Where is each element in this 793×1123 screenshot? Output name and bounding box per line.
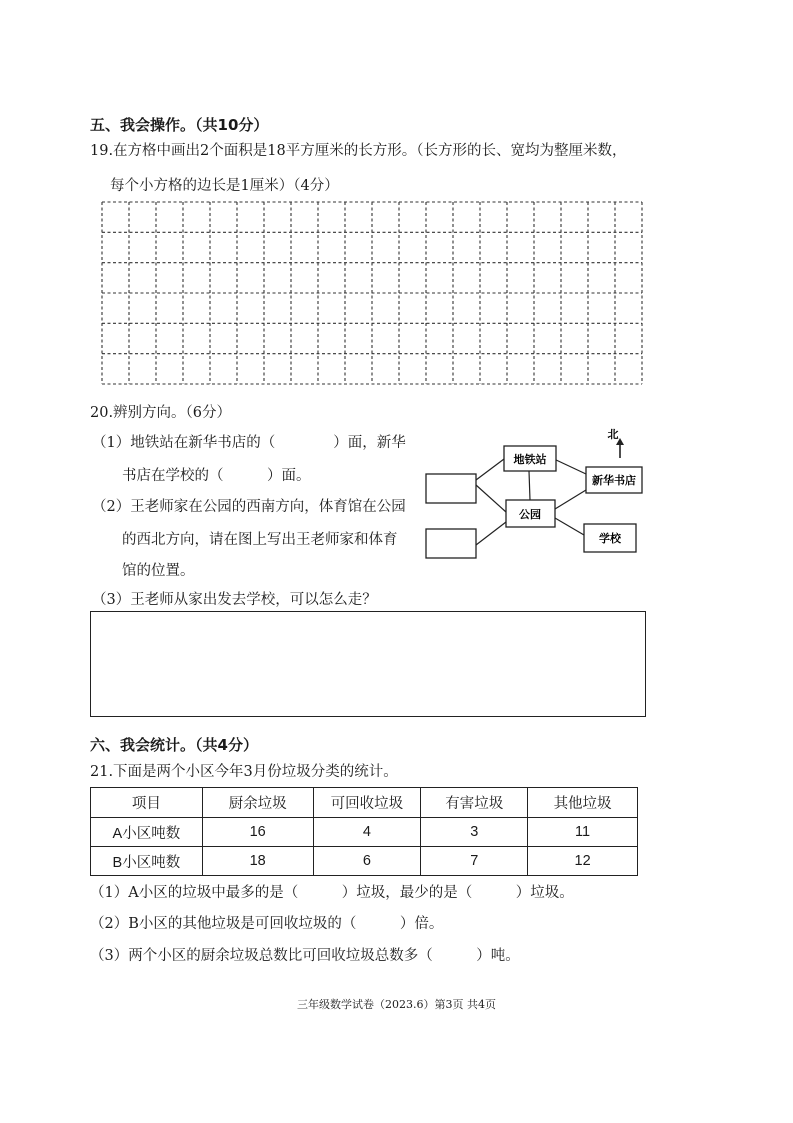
connector-line xyxy=(476,459,504,480)
connector-line xyxy=(476,485,506,512)
connector-line xyxy=(555,518,584,535)
table-cell: 16 xyxy=(202,818,313,847)
north-label: 北 xyxy=(607,428,619,441)
page-footer: 三年级数学试卷（2023.6）第3页 共4页 xyxy=(297,998,496,1011)
table-cell: 7 xyxy=(421,847,528,876)
table-cell: 3 xyxy=(421,818,528,847)
table-header-cell: 有害垃圾 xyxy=(421,788,528,818)
question-21: 21.下面是两个小区今年3月份垃圾分类的统计。 xyxy=(90,764,398,780)
connector-line xyxy=(554,459,586,474)
question-19-line-2: 每个小方格的边长是1厘米）（4分） xyxy=(110,178,339,194)
direction-map xyxy=(424,420,654,570)
question-19-line-1: 19.在方格中画出2个面积是18平方厘米的长方形。（长方形的长、宽均为整厘米数， xyxy=(90,143,627,159)
question-20-2-line-1: （2）王老师家在公园的西南方向，体育馆在公园 xyxy=(92,499,406,515)
school-label: 学校 xyxy=(599,532,621,545)
table-cell: 18 xyxy=(202,847,313,876)
park-label: 公园 xyxy=(519,508,541,521)
question-20-1-line-2: 书店在学校的（ ）面。 xyxy=(122,468,311,484)
table-cell: 11 xyxy=(528,818,638,847)
table-header-cell: 其他垃圾 xyxy=(528,788,638,818)
question-20-3: （3）王老师从家出发去学校，可以怎么走？ xyxy=(92,592,377,608)
table-row xyxy=(91,847,638,876)
table-cell: B小区吨数 xyxy=(91,847,203,876)
question-21-2: （2）B小区的其他垃圾是可回收垃圾的（ ）倍。 xyxy=(90,916,444,932)
table-row xyxy=(91,818,638,847)
square-grid[interactable] xyxy=(100,200,645,386)
table-header-cell: 厨余垃圾 xyxy=(202,788,313,818)
question-21-3: （3）两个小区的厨余垃圾总数比可回收垃圾总数多（ ）吨。 xyxy=(90,948,520,964)
table-header-cell: 项目 xyxy=(91,788,203,818)
subway-label: 地铁站 xyxy=(513,453,547,466)
connector-line xyxy=(555,490,586,509)
section-five-title: 五、我会操作。（共10分） xyxy=(90,116,269,134)
bookstore-label: 新华书店 xyxy=(592,474,636,487)
table-cell: 4 xyxy=(313,818,421,847)
table-cell: 6 xyxy=(313,847,421,876)
garbage-stats-table xyxy=(90,787,638,876)
blank-box-teacher-home[interactable] xyxy=(426,474,476,503)
question-20-2-line-3: 馆的位置。 xyxy=(122,563,195,579)
table-cell: 12 xyxy=(528,847,638,876)
question-21-1: （1）A小区的垃圾中最多的是（ ）垃圾，最少的是（ ）垃圾。 xyxy=(90,885,574,901)
connector-line xyxy=(529,471,530,500)
question-20-title: 20.辨别方向。（6分） xyxy=(90,405,232,421)
section-six-title: 六、我会统计。（共4分） xyxy=(90,736,258,754)
question-20-1-line-1: （1）地铁站在新华书店的（ ）面，新华 xyxy=(92,435,406,451)
table-header-row xyxy=(91,788,638,818)
route-answer-box[interactable] xyxy=(90,611,646,717)
connector-line xyxy=(476,522,506,545)
table-cell: A小区吨数 xyxy=(91,818,203,847)
question-20-2-line-2: 的西北方向，请在图上写出王老师家和体育 xyxy=(122,532,398,548)
blank-box-gym[interactable] xyxy=(426,529,476,558)
table-header-cell: 可回收垃圾 xyxy=(313,788,421,818)
